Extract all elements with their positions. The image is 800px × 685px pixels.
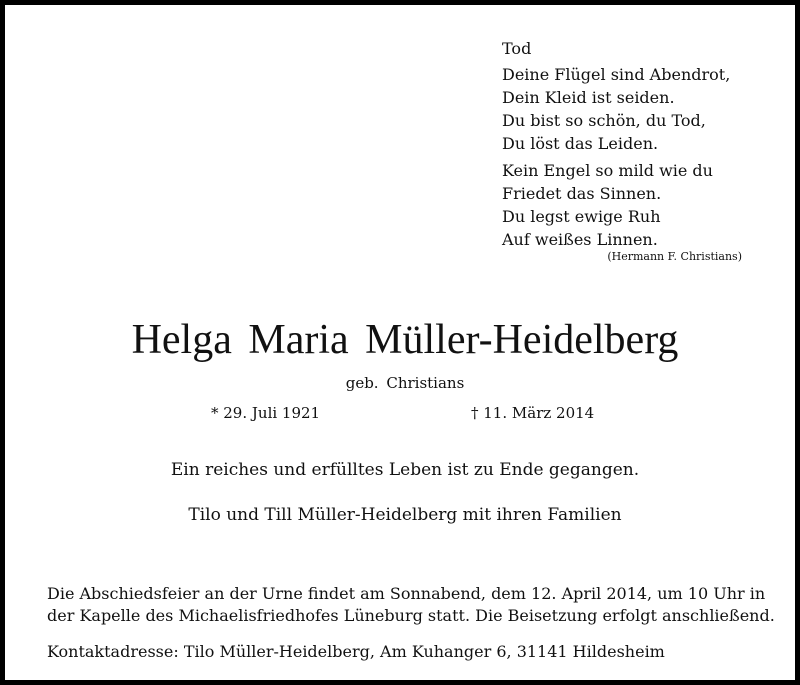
death-date: † 11. März 2014 — [471, 404, 595, 422]
ceremony-line: Die Abschiedsfeier an der Urne findet am Sonnabend, dem 12. April 2014, um 10 Uhr in — [47, 584, 766, 603]
born-name: geb. Christians — [345, 374, 465, 392]
birth-date: * 29. Juli 1921 — [211, 404, 321, 422]
poem-line: Du löst das Leiden. — [502, 134, 659, 153]
poem-line: Du legst ewige Ruh — [502, 207, 661, 226]
life-statement: Ein reiches und erfülltes Leben ist zu Ende gegangen. — [170, 460, 640, 480]
poem-stanza-1 — [502, 63, 767, 155]
poem-line: Kein Engel so mild wie du — [502, 161, 713, 180]
poem-line: Dein Kleid ist seiden. — [502, 88, 675, 107]
ceremony-line: der Kapelle des Michaelisfriedhofes Lüneburg statt. Die Beisetzung erfolgt anschließend. — [47, 606, 775, 625]
contact-address: Kontaktadresse: Tilo Müller-Heidelberg, Am Kuhanger 6, 31141 Hildesheim — [47, 642, 665, 661]
poem-line: Du bist so schön, du Tod, — [502, 111, 706, 130]
ceremony-info — [47, 583, 787, 627]
deceased-name: Helga Maria Müller-Heidelberg — [131, 317, 679, 363]
poem-title: Tod — [502, 39, 532, 58]
poem-author: (Hermann F. Christians) — [607, 250, 742, 263]
poem-stanza-2 — [502, 159, 767, 251]
poem — [502, 37, 767, 263]
poem-line: Deine Flügel sind Abendrot, — [502, 65, 731, 84]
family-signature: Tilo und Till Müller-Heidelberg mit ihren Familien — [188, 505, 622, 525]
poem-line: Auf weißes Linnen. — [502, 230, 658, 249]
poem-line: Friedet das Sinnen. — [502, 184, 662, 203]
